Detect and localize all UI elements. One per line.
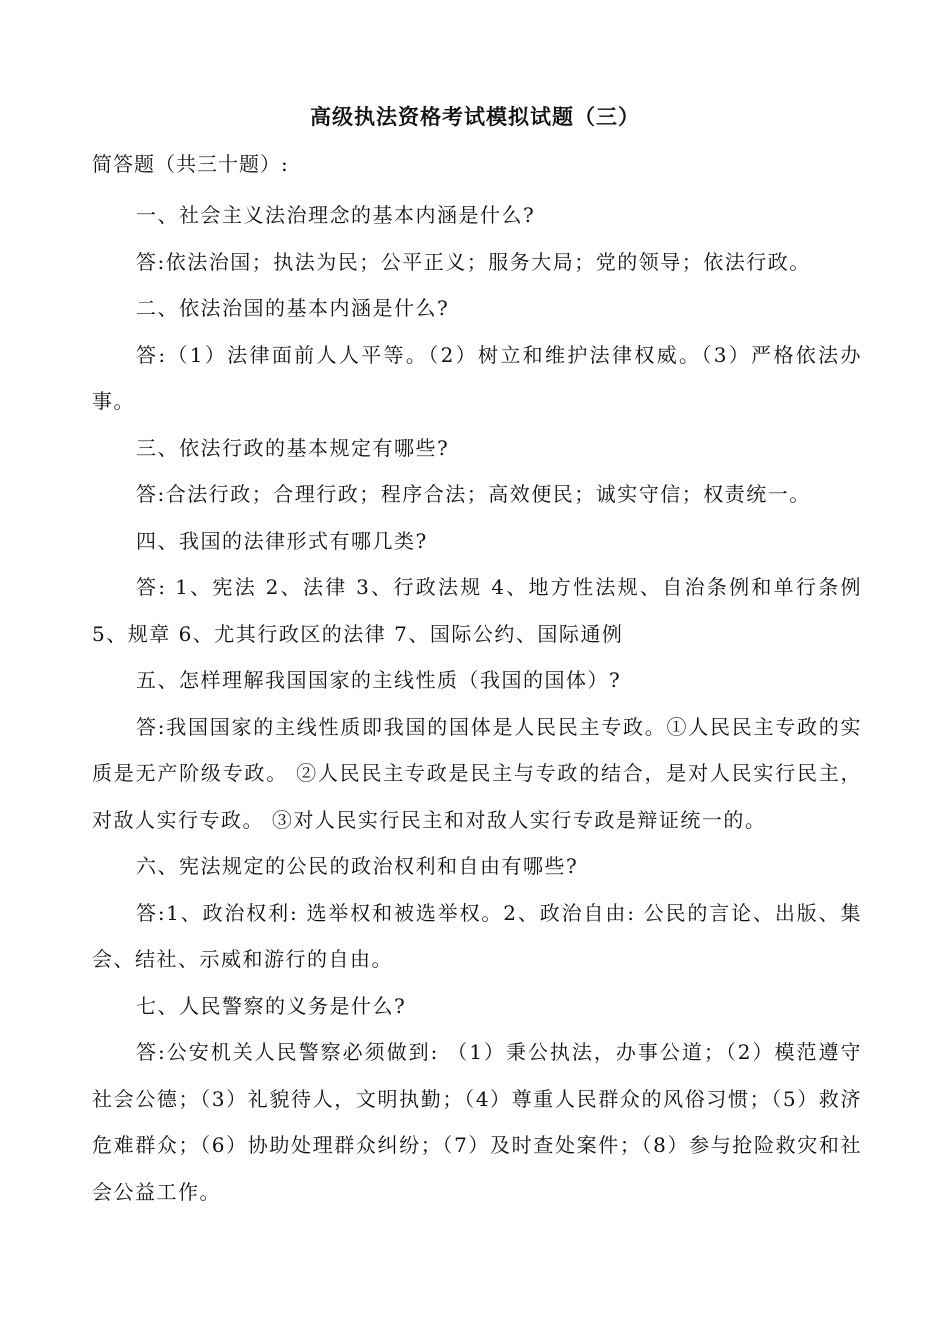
answer-4: 答: 1、宪法 2、法律 3、行政法规 4、地方性法规、自治条例和单行条例 5、规章 6、尤其行政区的法律 7、国际公约、国际通例: [92, 575, 862, 646]
question-6: 六、宪法规定的公民的政治权利和自由有哪些?: [136, 854, 579, 878]
question-5: 五、怎样理解我国国家的主线性质（我国的国体）?: [136, 668, 622, 692]
answer-2: 答:（1）法律面前人人平等。（2）树立和维护法律权威。（3）严格依法办事。: [92, 342, 862, 413]
document-title: 高级执法资格考试模拟试题（三）: [310, 104, 640, 129]
answer-3: 答:合法行政；合理行政；程序合法；高效便民；诚实守信；权责统一。: [136, 482, 811, 506]
answer-6: 答:1、政治权利: 选举权和被选举权。2、政治自由: 公民的言论、出版、集会、结社、示威和游行的自由。: [92, 900, 862, 971]
question-2: 二、依法治国的基本内涵是什么?: [136, 296, 450, 320]
answer-5: 答:我国国家的主线性质即我国的国体是人民民主专政。①人民民主专政的实质是无产阶级专政。 ②人民民主专政是民主与专政的结合，是对人民实行民主，对敌人实行专政。 ③对人民实行民主和对敌人实行专政是辩证统一的。: [92, 714, 862, 832]
question-4: 四、我国的法律形式有哪几类?: [136, 528, 428, 553]
question-3: 三、依法行政的基本规定有哪些?: [136, 435, 450, 460]
section-heading: 简答题（共三十题）:: [92, 152, 289, 176]
question-1: 一、社会主义法治理念的基本内涵是什么?: [136, 203, 536, 227]
qa-list: [92, 192, 862, 1215]
answer-1: 答:依法治国；执法为民；公平正义；服务大局；党的领导；依法行政。: [136, 249, 811, 274]
answer-7: 答:公安机关人民警察必须做到: （1）秉公执法，办事公道；（2）模范遵守社会公德；（3）礼貌待人，文明执勤；（4）尊重人民群众的风俗习惯；（5）救济危难群众；（6）协助处理群众纠纷；（7）及时查处案件；（8）参与抢险救灾和社会公益工作。: [92, 1040, 862, 1204]
question-7: 七、人民警察的义务是什么?: [136, 993, 407, 1018]
